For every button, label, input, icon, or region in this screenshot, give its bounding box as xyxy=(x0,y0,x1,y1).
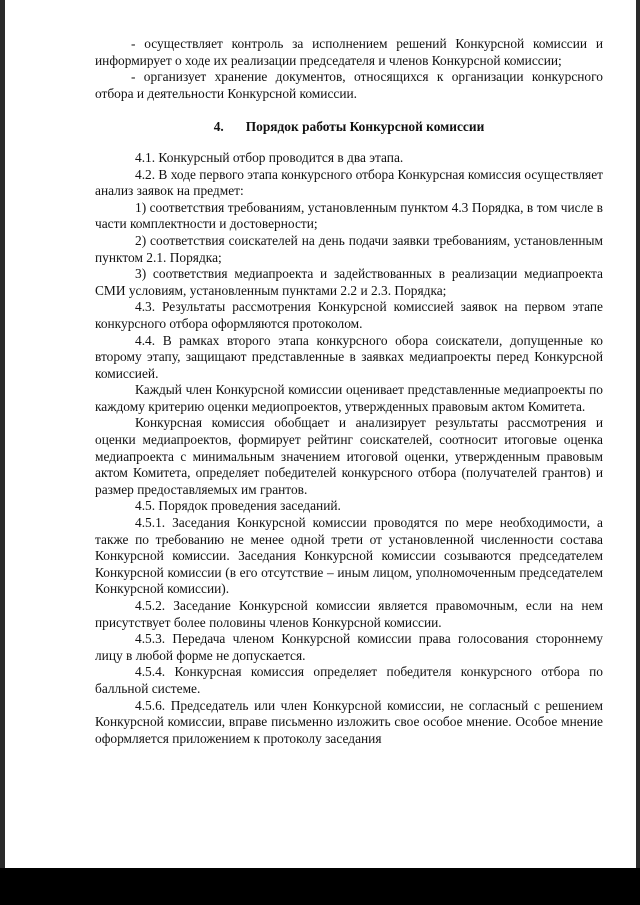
paragraph: 4.5.4. Конкурсная комиссия определяет победителя конкурсного отбора по балльной системе. xyxy=(95,664,603,696)
scan-edge-right xyxy=(636,0,640,868)
paragraph: 4.3. Результаты рассмотрения Конкурсной комиссией заявок на первом этапе конкурсного отбора оформляются протоколом. xyxy=(95,299,603,331)
paragraph: 4.5.1. Заседания Конкурсной комиссии проводятся по мере необходимости, а также по требованию не менее одной трети от установленной численности состава Конкурсной комиссии. Заседания Конкурсной комиссии созываются председателем Конкурсной комиссии (в его отсутствие – иным лицом, уполномоченным председателем Конкурсной комиссии). xyxy=(95,515,603,597)
document-body xyxy=(95,36,603,747)
paragraph: 4.5.2. Заседание Конкурсной комиссии является правомочным, если на нем присутствует более половины членов Конкурсной комиссии. xyxy=(95,598,603,630)
paragraph: 4.5.3. Передача членом Конкурсной комиссии права голосования стороннему лицу в любой форме не допускается. xyxy=(95,631,603,663)
scan-border-bottom xyxy=(0,868,640,905)
paragraph: 4.5.6. Председатель или член Конкурсной комиссии, не согласный с решением Конкурсной комиссии, вправе письменно изложить свое особое мнение. Особое мнение оформляется приложением к протоколу заседания xyxy=(95,697,603,746)
paragraph: 4.4. В рамках второго этапа конкурсного обора соискатели, допущенные ко второму этапу, защищают представленные в заявках медиапроекты перед Конкурсной комиссией. xyxy=(95,332,603,381)
paragraph: Конкурсная комиссия обобщает и анализирует результаты рассмотрения и оценки медиапроектов, формирует рейтинг соискателей, соотносит итоговые оценка медиапроекта с минимальным значением итоговой оценки, утвержденным правовым актом Комитета, определяет победителей конкурсного отбора (получателей грантов) и размер предоставляемых им грантов. xyxy=(95,415,603,497)
list-item: 3) соответствия медиапроекта и задействованных в реализации медиапроекта СМИ условиям, установленным пунктами 2.2 и 2.3. Порядка; xyxy=(95,266,603,298)
list-item: 2) соответствия соискателей на день подачи заявки требованиям, установленным пунктом 2.1. Порядка; xyxy=(95,232,603,265)
list-item: 1) соответствия требованиям, установленным пунктом 4.3 Порядка, в том числе в части комплектности и достоверности; xyxy=(95,199,603,232)
section-title: Порядок работы Конкурсной комиссии xyxy=(245,119,485,135)
paragraph: Каждый член Конкурсной комиссии оценивает представленные медиапроекты по каждому критерию оценки медиопроектов, утвержденных правовым актом Комитета. xyxy=(95,382,603,414)
paragraph: 4.1. Конкурсный отбор проводится в два этапа. xyxy=(135,149,404,165)
section-number: 4. xyxy=(213,119,224,135)
paragraph: - осуществляет контроль за исполнением решений Конкурсной комиссии и информирует о ходе их реализации председателя и членов Конкурсной комиссии; xyxy=(95,36,603,68)
section-heading xyxy=(95,119,603,136)
paragraph: 4.5. Порядок проведения заседаний. xyxy=(135,498,341,514)
paragraph: 4.2. В ходе первого этапа конкурсного отбора Конкурсная комиссия осуществляет анализ заявок на предмет: xyxy=(95,166,604,199)
paragraph: - организует хранение документов, относящихся к организации конкурсного отбора и деятельности Конкурсной комиссии. xyxy=(95,69,603,101)
scan-edge-left xyxy=(0,0,5,868)
